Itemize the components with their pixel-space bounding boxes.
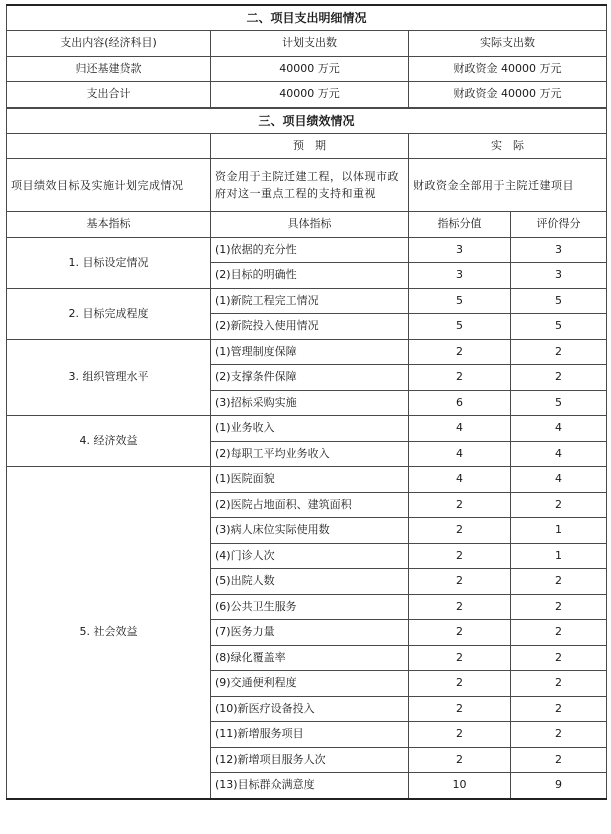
col-specific-indicator: 具体指标 [211,212,409,238]
specific-indicator: (6)公共卫生服务 [211,594,409,620]
evaluation-score: 3 [511,263,607,289]
goal-actual: 财政资金全部用于主院迁建项目 [409,159,607,212]
table-header-row [7,31,607,57]
indicator-score: 2 [409,722,511,748]
header-actual: 实际支出数 [409,31,607,57]
evaluation-score: 2 [511,645,607,671]
indicator-score: 2 [409,543,511,569]
goal-row [7,159,607,212]
goal-label: 项目绩效目标及实施计划完成情况 [7,159,211,212]
basic-indicator-group: 1. 目标设定情况 [7,237,211,288]
specific-indicator: (1)管理制度保障 [211,339,409,365]
indicator-groups [7,237,607,799]
indicator-score: 2 [409,696,511,722]
header-planned: 计划支出数 [211,31,409,57]
specific-indicator: (12)新增项目服务人次 [211,747,409,773]
indicator-score: 5 [409,288,511,314]
indicator-score: 5 [409,314,511,340]
indicator-score: 2 [409,747,511,773]
specific-indicator: (2)新院投入使用情况 [211,314,409,340]
evaluation-score: 2 [511,594,607,620]
evaluation-score: 2 [511,722,607,748]
evaluation-score: 2 [511,671,607,697]
table-row [7,339,607,365]
evaluation-score: 2 [511,492,607,518]
evaluation-score: 5 [511,314,607,340]
expected-actual-header-row [7,133,607,159]
indicator-score: 2 [409,339,511,365]
specific-indicator: (1)依据的充分性 [211,237,409,263]
indicator-score: 6 [409,390,511,416]
table-row [7,237,607,263]
basic-indicator-group: 3. 组织管理水平 [7,339,211,416]
col-indicator-score: 指标分值 [409,212,511,238]
indicator-score: 2 [409,645,511,671]
planned-amount: 40000 万元 [211,56,409,82]
evaluation-score: 1 [511,543,607,569]
specific-indicator: (3)病人床位实际使用数 [211,518,409,544]
basic-indicator-group: 4. 经济效益 [7,416,211,467]
indicator-score: 2 [409,365,511,391]
expense-detail-table [6,4,607,108]
actual-amount: 财政资金 40000 万元 [409,82,607,108]
evaluation-score: 9 [511,773,607,799]
specific-indicator: (5)出院人数 [211,569,409,595]
basic-indicator-group: 2. 目标完成程度 [7,288,211,339]
evaluation-score: 4 [511,467,607,493]
specific-indicator: (1)业务收入 [211,416,409,442]
expected-header: 预 期 [211,133,409,159]
specific-indicator: (2)医院占地面积、建筑面积 [211,492,409,518]
goal-expected: 资金用于主院迁建工程，以体现市政府对这一重点工程的支持和重视 [211,159,409,212]
table-row [7,467,607,493]
evaluation-score: 1 [511,518,607,544]
evaluation-score: 4 [511,416,607,442]
specific-indicator: (1)医院面貌 [211,467,409,493]
col-basic-indicator: 基本指标 [7,212,211,238]
indicator-score: 3 [409,237,511,263]
evaluation-score: 2 [511,696,607,722]
evaluation-score: 2 [511,365,607,391]
table-row [7,82,607,108]
section-title-row [7,5,607,31]
table-row [7,416,607,442]
evaluation-score: 2 [511,569,607,595]
indicator-header-row [7,212,607,238]
indicator-score: 3 [409,263,511,289]
evaluation-score: 5 [511,390,607,416]
evaluation-score: 3 [511,237,607,263]
section-title-row [7,108,607,133]
table-row [7,288,607,314]
specific-indicator: (7)医务力量 [211,620,409,646]
section3-title: 三、项目绩效情况 [7,108,607,133]
indicator-score: 2 [409,492,511,518]
section2-title: 二、项目支出明细情况 [7,5,607,31]
blank-cell [7,133,211,159]
specific-indicator: (2)每职工平均业务收入 [211,441,409,467]
specific-indicator: (10)新医疗设备投入 [211,696,409,722]
indicator-score: 4 [409,441,511,467]
actual-amount: 财政资金 40000 万元 [409,56,607,82]
specific-indicator: (8)绿化覆盖率 [211,645,409,671]
expense-item: 归还基建贷款 [7,56,211,82]
indicator-score: 4 [409,467,511,493]
specific-indicator: (1)新院工程完工情况 [211,288,409,314]
expense-item: 支出合计 [7,82,211,108]
indicator-score: 4 [409,416,511,442]
indicator-score: 2 [409,518,511,544]
evaluation-score: 2 [511,620,607,646]
indicator-score: 2 [409,620,511,646]
basic-indicator-group: 5. 社会效益 [7,467,211,799]
indicator-score: 10 [409,773,511,799]
evaluation-score: 4 [511,441,607,467]
specific-indicator: (4)门诊人次 [211,543,409,569]
planned-amount: 40000 万元 [211,82,409,108]
specific-indicator: (2)目标的明确性 [211,263,409,289]
table-row [7,56,607,82]
specific-indicator: (11)新增服务项目 [211,722,409,748]
evaluation-score: 5 [511,288,607,314]
indicator-score: 2 [409,569,511,595]
specific-indicator: (3)招标采购实施 [211,390,409,416]
specific-indicator: (13)目标群众满意度 [211,773,409,799]
evaluation-score: 2 [511,339,607,365]
col-evaluation-score: 评价得分 [511,212,607,238]
evaluation-score: 2 [511,747,607,773]
specific-indicator: (2)支撑条件保障 [211,365,409,391]
indicator-score: 2 [409,671,511,697]
specific-indicator: (9)交通便利程度 [211,671,409,697]
actual-header: 实 际 [409,133,607,159]
performance-table [6,108,607,800]
header-expense-content: 支出内容(经济科目) [7,31,211,57]
indicator-score: 2 [409,594,511,620]
